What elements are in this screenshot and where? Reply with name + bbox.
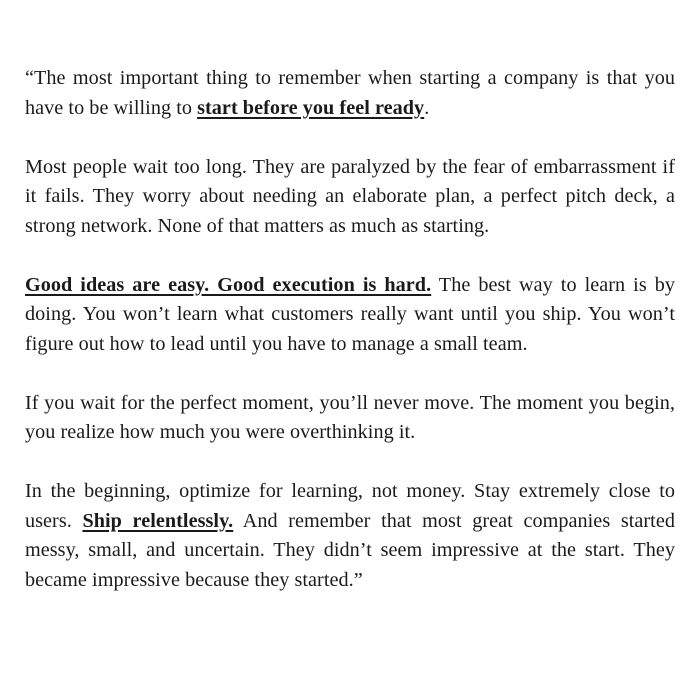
paragraph-3-text: The best way to learn is by doing. You won’t learn what customers really want until you ship. You won’t figure out how to lead until you have to manage a small team.	[25, 273, 675, 355]
paragraph-4-text: If you wait for the perfect moment, you’ll never move. The moment you begin, you realize how much you were overthinking it.	[25, 391, 675, 443]
emphasis-ship-relentlessly: Ship relentlessly.	[82, 509, 234, 532]
paragraph-1-text: “The most important thing to remember when starting a company is that you have to be willing to	[25, 67, 675, 119]
paragraph-5-text: In the beginning, optimize for learning, not money. Stay extremely close to users.	[25, 480, 675, 532]
emphasis-start-before-ready: start before you feel ready	[197, 96, 425, 119]
paragraph-3	[25, 271, 675, 360]
paragraph-2	[25, 153, 675, 242]
paragraph-4	[25, 389, 675, 448]
paragraph-5	[25, 477, 675, 595]
emphasis-good-ideas: Good ideas are easy. Good execution is hard.	[25, 273, 432, 296]
paragraph-2-text: Most people wait too long. They are paralyzed by the fear of embarrassment if it fails. They worry about needing an elaborate plan, a perfect pitch deck, a strong network. None of that matters as much as starting.	[25, 155, 675, 237]
quote-block	[25, 64, 675, 595]
paragraph-1	[25, 64, 675, 123]
paragraph-5-end: And remember that most great companies started messy, small, and uncertain. They didn’t seem impressive at the start. They became impressive because they started.”	[25, 509, 675, 591]
paragraph-1-end: .	[424, 96, 430, 119]
